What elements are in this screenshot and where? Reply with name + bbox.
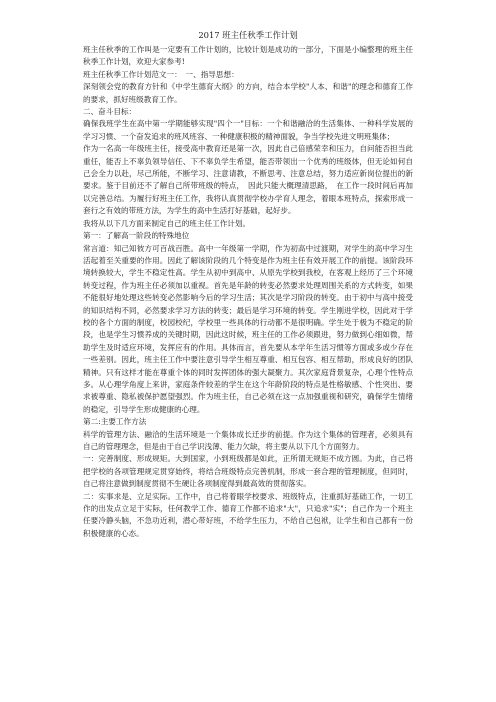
- document-page: [83, 28, 413, 540]
- paragraph-heading-goals: 二、奋斗目标：: [83, 107, 137, 117]
- paragraph-role: 作为一名高一年级班主任，接受高中教育还是第一次，因此自己倍感荣幸和压力，自问能否担当此重任，能否上不辜负领导信任、下不辜负学生希望，能否带领出一个优秀的班级体，但无论如何自己会全力以赴，尽己所能，不断学习、注意请教，不断思考、注意总结，努力适应新岗位提出的新要求。鉴于目前还不了解自己所带班级的特点， 因此只能大概理清思路， 在工作一段时间后再加以完善总结。为履行好班主任工作，我将认真贯彻学校办学育人理念，着眼本班特点，探索形成一套行之有效的带班方法，为学生的高中生活打好基础，起好步。: [83, 144, 413, 216]
- paragraph-practical: 二：实事求是、立足实际。工作中，自己将着眼学校要求、班级特点，注重抓好基础工作，一切工作的出发点立足于实际，任何教学工作、德育工作都不追求"大"，只追求"实"；自己作为一个班主任要冷静头脑，不急功近利，潜心带好班，不给学生压力，不给自己包袱，让学生和自己都有一份积极健康的心态。: [83, 491, 413, 538]
- paragraph-heading-second: 第二:主要工作方法: [83, 417, 147, 427]
- paragraph-first-body: 常言道：知己知彼方可百战百胜。高中一年级第一学期，作为初高中过渡期，对学生的高中学习生活起着至关重要的作用。因此了解该阶段的几个特变是作为班主任有效开展工作的前提。该阶段环境转换较大，学生不稳定性高。学生从初中到高中、从原先学校到我校，在客观上经历了三个环境转变过程，作为班主任必须加以重视。首先是年龄的转变必然要求处理周围关系的方式转变，如果不能很好地处理这些转变必然影响今后的学习生活；其次是学习阶段的转变。由于初中与高中接受的知识结构不同，必然要求学习方法的转变；最后是学习环境的转变。学生刚进学校，因此对于学校的各个方面的制度，校园校纪，学校里一些具体的行动都不是很明确。学生处于极为不稳定的阶段，也是学生习惯养成的关键时期，因此这时候，班主任的工作必须跟进，努力做到心细如微，帮助学生及时适应环境，发挥应有的作用。具体而言，首先要从本学年生活习惯等方面或多或少存在一些差别。因此，班主任工作中要注意引导学生相互尊重、相互包容、相互帮助，形成良好的团队精神。只有这样才能在尊重个体的同时发挥团体的强大凝聚力。其次家庭背景复杂，心理个性特点多。从心理学角度上来讲，家庭条件较差的学生在这个年龄阶段的特点是性格敏感、个性突出、要求被尊重、隐私被保护愿望强烈。作为班主任，自己必须在这一点加强重视和研究，确保学生情绪的稳定，引导学生形成健康的心理。: [83, 243, 413, 414]
- paragraph-heading-first: 第一：了解高一阶段的特殊地位: [83, 231, 190, 241]
- paragraph-plan-lead: 我将从以下几方面来制定自己的班主任工作计划。: [83, 218, 251, 228]
- paragraph-rules: 一：完善制度、形成规矩。大到国家，小到班级都是如此，正所谓无规矩不成方圆。为此，自己将把学校的各项管理规定贯穿始终，将结合班级特点完善机制，形成一套合理的管理制度，但同时，自己将注意做到制度贯彻不生硬让各项制度得到最高效的贯彻落实。: [83, 454, 413, 489]
- paragraph-second-body: 科学的管理方法、融洽的生活环境是一个集体成长迁步的前提。作为这个集体的管理者，必须具有自己的管理理念，但是由于自己学识浅薄、能力欠缺，将主要从以下几个方面努力。: [83, 429, 413, 451]
- paragraph-goals: 确保我班学生在高中第一学期能够实现"四个一"目标：一个和谐融洽的生活集体、一种科学发展的学习习惯、一个奋发追求的班风班容、一种健康积极的精神面貌，争当学校先进文明班集体；: [83, 119, 413, 141]
- paragraph-guiding-thought: 深刻领会党的教育方针和《中学生德育大纲》的方向，结合本学校"人本、和谐"的理念和德育工作的要求，抓好班级教育工作。: [83, 82, 413, 104]
- paragraph-heading-guiding: 班主任秋季工作计划范文一： 一、指导思想：: [83, 69, 239, 79]
- paragraph-intro: 班主任秋季的工作叫是一定要有工作计划的，比较计划是成功的一部分，下面是小编整理的班主任秋季工作计划，欢迎大家参考!: [83, 45, 413, 67]
- document-title: 2017 班主任秋季工作计划: [198, 30, 298, 40]
